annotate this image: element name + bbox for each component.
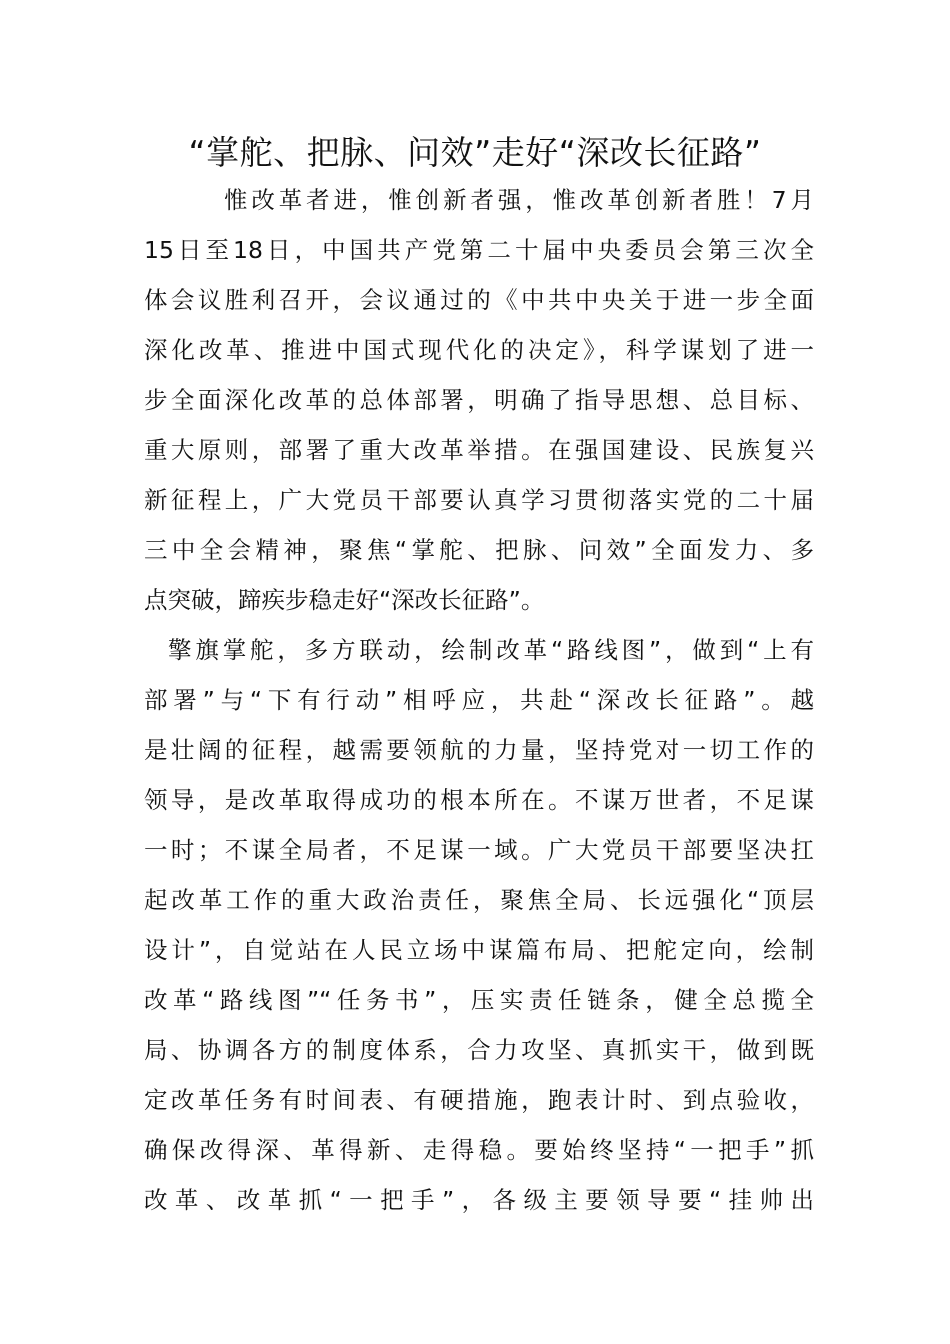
paragraph-line: 改革、改革抓“一把手”，各级主要领导要“挂帅出 xyxy=(144,1186,814,1214)
paragraph-line: 惟改革者进，惟创新者强，惟改革创新者胜！7月 xyxy=(224,186,814,214)
paragraph-line: 领导，是改革取得成功的根本所在。不谋万世者，不足谋 xyxy=(144,786,814,814)
paragraph-line: 一时；不谋全局者，不足谋一域。广大党员干部要坚决扛 xyxy=(144,836,814,864)
document-title: “掌舵、把脉、问效”走好“深改长征路” xyxy=(188,133,762,172)
paragraph-line: 体会议胜利召开，会议通过的《中共中央关于进一步全面 xyxy=(144,286,814,314)
paragraph-line: 起改革工作的重大政治责任，聚焦全局、长远强化“顶层 xyxy=(144,886,814,914)
paragraph-line: 改革“路线图”“任务书”，压实责任链条，健全总揽全 xyxy=(144,986,814,1014)
paragraph-line: 定改革任务有时间表、有硬措施，跑表计时、到点验收， xyxy=(144,1086,814,1114)
paragraph-line: 擎旗掌舵，多方联动，绘制改革“路线图”，做到“上有 xyxy=(168,636,814,664)
paragraph-line: 局、协调各方的制度体系，合力攻坚、真抓实干，做到既 xyxy=(144,1036,814,1064)
paragraph-line: 点突破，蹄疾步稳走好“深改长征路”。 xyxy=(144,586,545,614)
paragraph-line: 三中全会精神，聚焦“掌舵、把脉、问效”全面发力、多 xyxy=(144,536,814,564)
paragraph-line: 部署”与“下有行动”相呼应，共赴“深改长征路”。越 xyxy=(144,686,814,714)
paragraph-line: 重大原则，部署了重大改革举措。在强国建设、民族复兴 xyxy=(144,436,814,464)
document-body xyxy=(144,175,814,1225)
paragraph-line: 深化改革、推进中国式现代化的决定》，科学谋划了进一 xyxy=(144,336,814,364)
paragraph-line: 确保改得深、革得新、走得稳。要始终坚持“一把手”抓 xyxy=(144,1136,814,1164)
paragraph-line: 15日至18日，中国共产党第二十届中央委员会第三次全 xyxy=(144,236,814,264)
paragraph-line: 是壮阔的征程，越需要领航的力量，坚持党对一切工作的 xyxy=(144,736,814,764)
paragraph-line: 设计”，自觉站在人民立场中谋篇布局、把舵定向，绘制 xyxy=(144,936,814,964)
paragraph-line: 新征程上，广大党员干部要认真学习贯彻落实党的二十届 xyxy=(144,486,814,514)
paragraph-line: 步全面深化改革的总体部署，明确了指导思想、总目标、 xyxy=(144,386,814,414)
